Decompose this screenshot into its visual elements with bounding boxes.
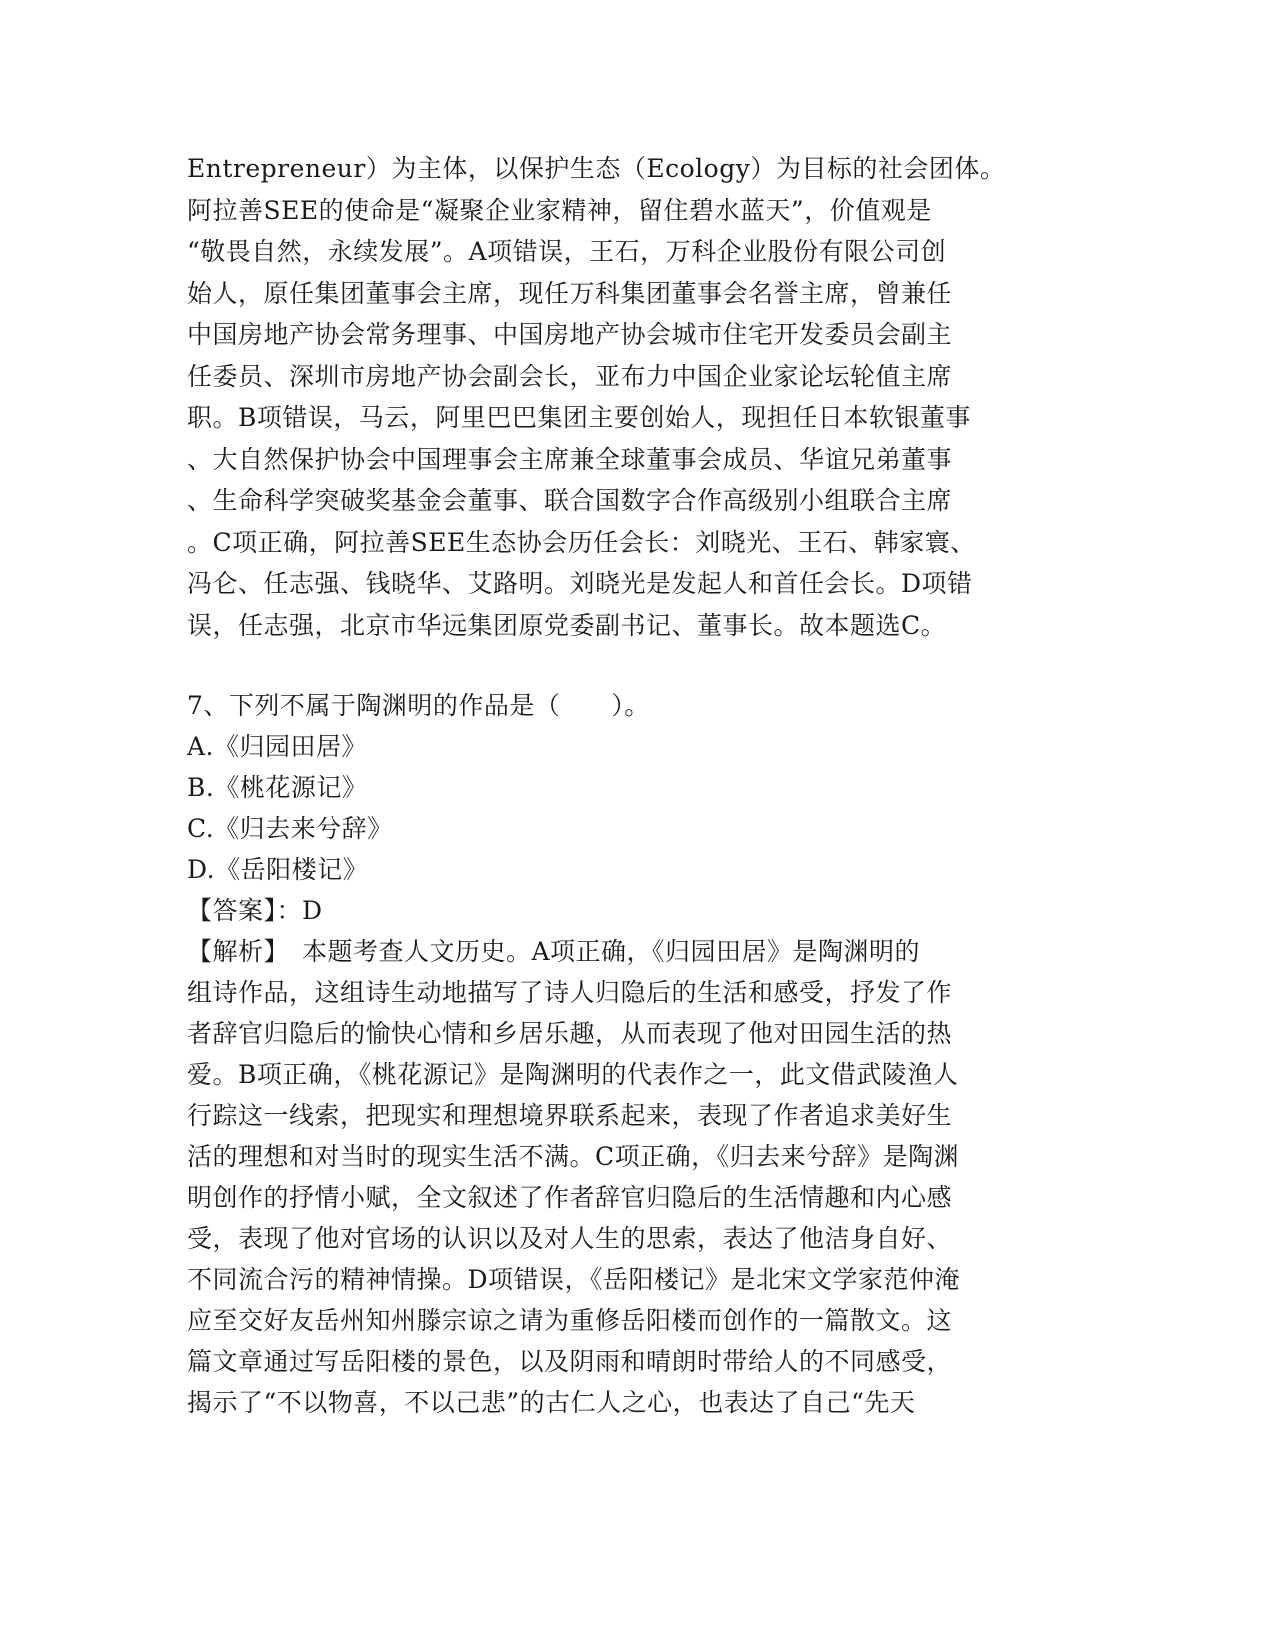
analysis-line: 冯仑、任志强、钱晓华、艾路明。刘晓光是发起人和首任会长。D项错 xyxy=(187,569,973,598)
question-stem: 7、下列不属于陶渊明的作品是（ ）。 xyxy=(187,691,650,720)
analysis-line: 不同流合污的精神情操。D项错误，《岳阳楼记》是北宋文学家范仲淹 xyxy=(187,1265,961,1294)
analysis-line: 明创作的抒情小赋，全文叙述了作者辞官归隐后的生活情趣和内心感 xyxy=(187,1183,953,1212)
analysis-line: 行踪这一线索，把现实和理想境界联系起来，表现了作者追求美好生 xyxy=(187,1101,953,1130)
analysis-line: 误，任志强，北京市华远集团原党委副书记、董事长。故本题选C。 xyxy=(187,610,947,640)
analysis-line: 始人，原任集团董事会主席，现任万科集团董事会名誉主席，曾兼任 xyxy=(187,278,953,308)
analysis-line: 应至交好友岳州知州滕宗谅之请为重修岳阳楼而创作的一篇散文。这 xyxy=(187,1306,953,1335)
answer-line: 【答案】：D xyxy=(187,896,323,925)
analysis-line: 阿拉善SEE的使命是“凝聚企业家精神，留住碧水蓝天”，价值观是 xyxy=(187,195,932,225)
option-a: A.《归园田居》 xyxy=(187,732,368,761)
analysis-line: 组诗作品，这组诗生动地描写了诗人归隐后的生活和感受，抒发了作 xyxy=(187,978,953,1007)
analysis-line: 任委员、深圳市房地产协会副会长，亚布力中国企业家论坛轮值主席 xyxy=(187,361,953,391)
analysis-line: 。C项正确，阿拉善SEE生态协会历任会长：刘晓光、王石、韩家寰、 xyxy=(187,527,976,557)
analysis-line: 中国房地产协会常务理事、中国房地产协会城市住宅开发委员会副主 xyxy=(187,320,953,349)
option-b: B.《桃花源记》 xyxy=(187,773,368,802)
analysis-line: 、大自然保护协会中国理事会主席兼全球董事会成员、华谊兄弟董事 xyxy=(187,444,953,474)
analysis-line: Entrepreneur）为主体，以保护生态（Ecology）为目标的社会团体。 xyxy=(187,154,1006,183)
analysis-line: 篇文章通过写岳阳楼的景色，以及阴雨和晴朗时带给人的不同感受， xyxy=(187,1347,953,1376)
option-d: D.《岳阳楼记》 xyxy=(187,855,369,884)
analysis-line: 揭示了“不以物喜，不以己悲”的古仁人之心，也表达了自己“先天 xyxy=(187,1388,916,1417)
analysis-line: 受，表现了他对官场的认识以及对人生的思索，表达了他洁身自好、 xyxy=(187,1224,953,1253)
previous-answer-analysis-continuation xyxy=(187,148,1087,646)
analysis-line: 者辞官归隐后的愉快心情和乡居乐趣，从而表现了他对田园生活的热 xyxy=(187,1019,953,1048)
analysis-line: 、生命科学突破奖基金会董事、联合国数字合作高级别小组联合主席 xyxy=(187,486,953,515)
analysis-line: 职。B项错误，马云，阿里巴巴集团主要创始人，现担任日本软银董事 xyxy=(187,403,971,432)
analysis-line: 【解析】 本题考查人文历史。A项正确，《归园田居》是陶渊明的 xyxy=(187,937,921,966)
analysis-line: “敬畏自然，永续发展”。A项错误，王石，万科企业股份有限公司创 xyxy=(187,237,947,266)
question-7 xyxy=(187,685,1087,1423)
option-c: C.《归去来兮辞》 xyxy=(187,814,393,843)
analysis-line: 活的理想和对当时的现实生活不满。C项正确，《归去来兮辞》是陶渊 xyxy=(187,1142,960,1171)
analysis-line: 爱。B项正确，《桃花源记》是陶渊明的代表作之一，此文借武陵渔人 xyxy=(187,1060,959,1089)
